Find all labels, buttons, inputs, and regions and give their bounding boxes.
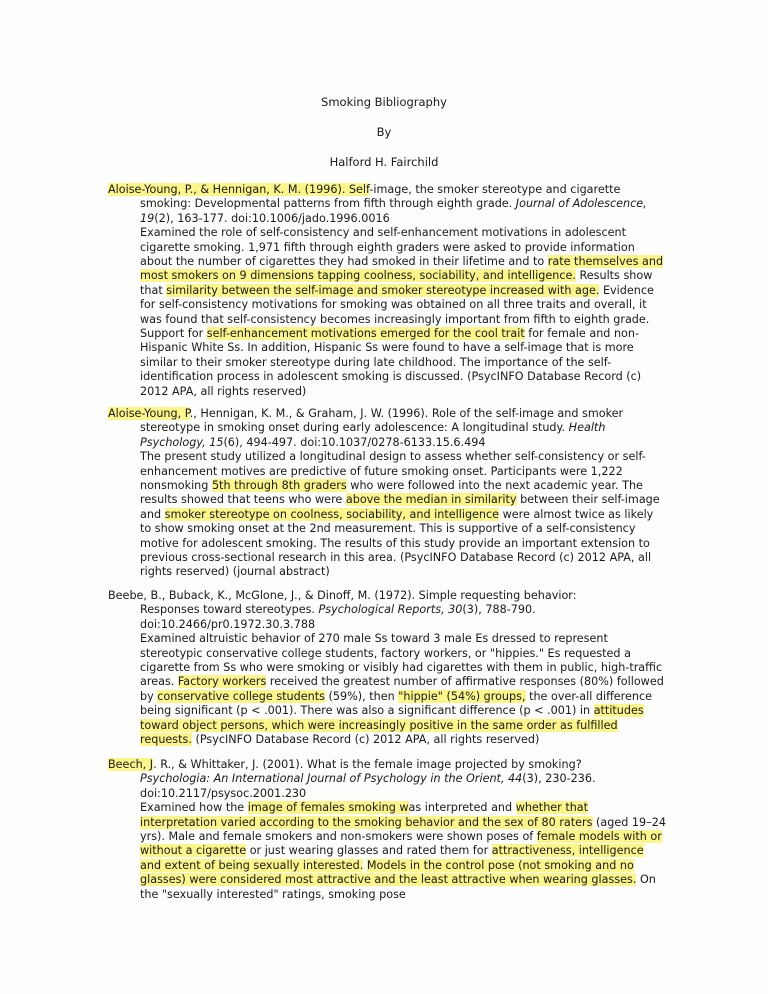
entry-citation: Aloise-Young, P., & Hennigan, K. M. (1996). Self-image, the smoker stereotype and cigarette smoking: Developmental patterns from fifth through eighth grade. Journal of Adolescence, 19(2), 163-177. doi:10.1006/jado.1996.0016 [108,183,647,225]
bibliography-entry [108,589,668,747]
entry-abstract: Examined the role of self-consistency and self-enhancement motivations in adolescent cigarette smoking. 1,971 fifth through eighth graders were asked to provide information about the number of cigarettes they had smoked in their lifetime and to rate themselves and most smokers on 9 dimensions tapping coolness, sociability, and intelligence. Results show that similarity between the self-image and smoker stereotype increased with age. Evidence for self-consistency motivations for smoking was obtained on all three traits and overall, it was found that self-consistency becomes increasingly important from fifth to eighth grade. Support for self-enhancement motivations emerged for the cool trait for female and non-Hispanic White Ss. In addition, Hispanic Ss were found to have a self-image that is more similar to their smoker stereotype during late childhood. The importance of the self-identification process in adolescent smoking is discussed. (PsycINFO Database Record (c) 2012 APA, all rights reserved) [140,226,664,398]
entry-abstract: Examined altruistic behavior of 270 male Ss toward 3 male Es dressed to represent stereotypic conservative college students, factory workers, or "hippies." Es requested a cigarette from Ss who were smoking or visibly had cigarettes with them in public, high-traffic areas. Factory workers received the greatest number of affirmative responses (80%) followed by conservative college students (59%), then "hippie" (54%) groups, the over-all difference being significant (p < .001). There was also a significant difference (p < .001) in attitudes toward object persons, which were increasingly positive in the same order as fulfilled requests. (PsycINFO Database Record (c) 2012 APA, all rights reserved) [140,632,664,747]
entry-citation: Aloise-Young, P., Hennigan, K. M., & Graham, J. W. (1996). Role of the self-image and smoker stereotype in smoking onset during early adolescence: A longitudinal study. Health Psychology, 15(6), 494-497. doi:10.1037/0278-6133.15.6.494 [108,407,624,449]
bibliography-entry [108,758,668,902]
by-line: By [376,125,392,139]
entry-abstract: The present study utilized a longitudinal design to assess whether self-consistency or self-enhancement motives are predictive of future smoking onset. Participants were 1,222 nonsmoking 5th through 8th graders who were followed into the next academic year. The results showed that teens who were above the median in similarity between their self-image and smoker stereotype on coolness, sociability, and intelligence were almost twice as likely to show smoking onset at the 2nd measurement. This is supportive of a self-consistency motive for adolescent smoking. The results of this study provide an important extension to previous cross-sectional research in this area. (PsycINFO Database Record (c) 2012 APA, all rights reserved) (journal abstract) [140,450,660,579]
entry-citation: Beebe, B., Buback, K., McGlone, J., & Dinoff, M. (1972). Simple requesting behavior: Responses toward stereotypes. Psychological Reports, 30(3), 788-790. doi:10.2466/pr0.1972.30.3.788 [108,589,577,631]
bibliography-entry [108,407,668,580]
entry-abstract: Examined how the image of females smoking was interpreted and whether that interpretation varied according to the smoking behavior and the sex of 80 raters (aged 19–24 yrs). Male and female smokers and non-smokers were shown poses of female models with or without a cigarette or just wearing glasses and rated them for attractiveness, intelligence and extent of being sexually interested. Models in the control pose (not smoking and no glasses) were considered most attractive and the least attractive when wearing glasses. On the "sexually interested" ratings, smoking pose [140,801,666,901]
author-name: Halford H. Fairchild [329,155,439,169]
document-title: Smoking Bibliography [321,95,447,109]
entry-citation: Beech, J. R., & Whittaker, J. (2001). What is the female image projected by smoking? Psychologia: An International Journal of Psychology in the Orient, 44(3), 230-236. doi:10.2117/psysoc.2001.230 [108,758,596,800]
bibliography-entry [108,183,668,399]
